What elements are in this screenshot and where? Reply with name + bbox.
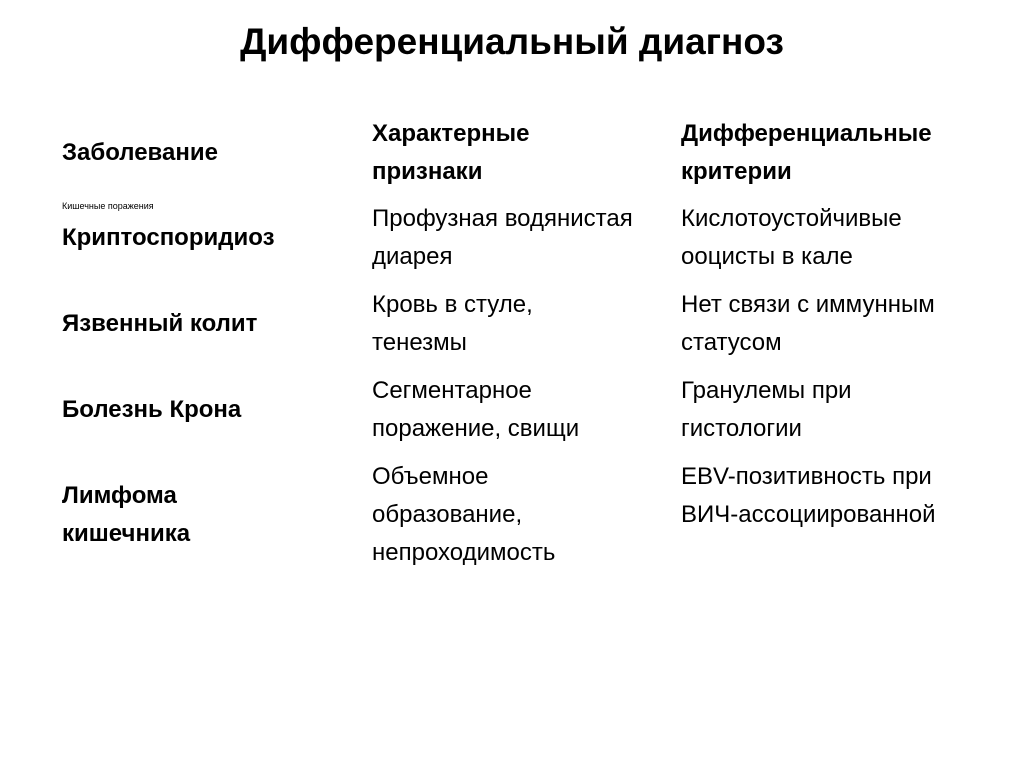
row-4-signs: Объемное образование, непроходимость — [372, 463, 556, 566]
row-1-signs: Профузная водянистая диарея — [372, 205, 633, 270]
header-signs: Характерные признаки — [372, 120, 530, 185]
row-1-disease: Криптоспоридиоз — [62, 224, 275, 251]
row-3-signs: Сегментарное поражение, свищи — [372, 377, 580, 442]
row-3-criteria: Гранулемы при гистологии — [681, 377, 852, 442]
row-2-signs: Кровь в стуле, тенезмы — [372, 291, 533, 356]
row-4-disease: Лимфома кишечника — [62, 482, 191, 547]
slide-title: Дифференциальный диагноз — [240, 21, 784, 62]
row-2-criteria: Нет связи с иммунным статусом — [681, 291, 935, 356]
header-disease: Заболевание — [62, 139, 218, 166]
section-note: Кишечные поражения — [62, 201, 154, 211]
row-1-criteria: Кислотоустойчивые ооцисты в кале — [681, 205, 902, 270]
row-2-disease: Язвенный колит — [62, 310, 258, 337]
row-4-criteria: EBV-позитивность при ВИЧ-ассоциированной — [681, 463, 936, 528]
header-criteria: Дифференциальные критерии — [681, 120, 932, 185]
row-3-disease: Болезнь Крона — [62, 396, 242, 423]
